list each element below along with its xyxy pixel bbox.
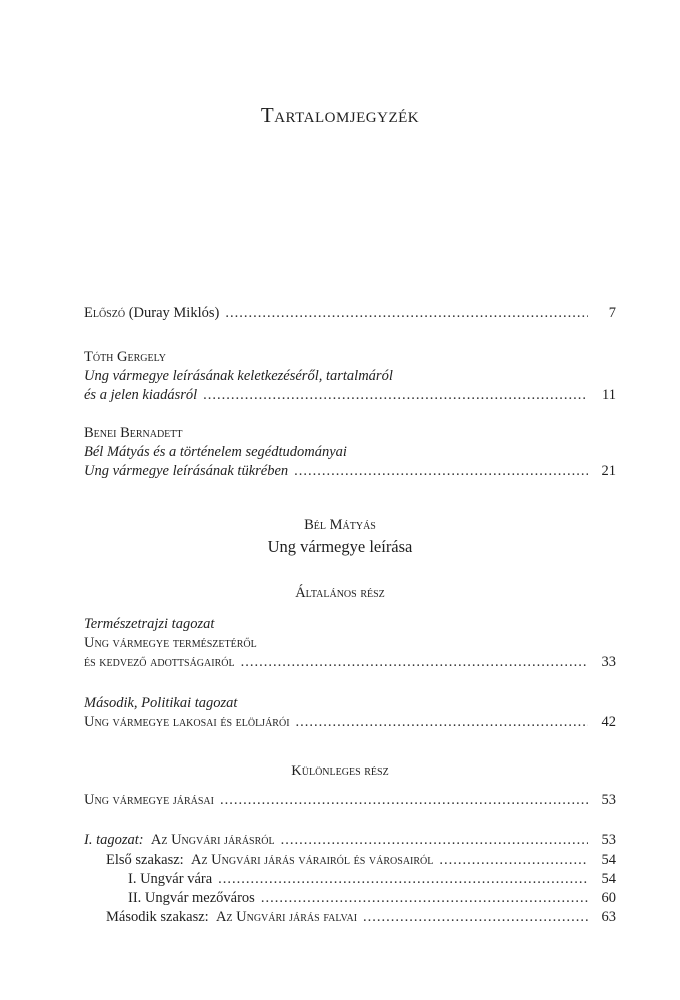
dot-leader bbox=[218, 869, 588, 889]
tagozat1-prefix: I. tagozat: bbox=[84, 832, 144, 848]
toc-entry-jarasai[interactable] bbox=[84, 790, 616, 810]
toc-entry-toth[interactable] bbox=[84, 385, 616, 405]
section-heading-general: Általános rész bbox=[295, 585, 385, 601]
toc-entry-masodik[interactable] bbox=[106, 907, 616, 927]
political-line1: Ung vármegye lakosai és elöljárói bbox=[84, 714, 290, 730]
page-number: 53 bbox=[601, 832, 616, 848]
page-number: 54 bbox=[601, 871, 616, 887]
natural-line2: és kedvező adottságairól bbox=[84, 654, 235, 670]
toth-title-line1: Ung vármegye leírásának keletkezéséről, tartalmáról bbox=[84, 368, 393, 384]
dot-leader bbox=[261, 888, 588, 908]
dot-leader bbox=[439, 850, 588, 870]
eloszo-author: (Duray Miklós) bbox=[125, 305, 220, 321]
page-number: 60 bbox=[601, 890, 616, 906]
toc-entry-political[interactable] bbox=[84, 712, 616, 732]
elso-prefix: Első szakasz: bbox=[106, 852, 184, 868]
page-number: 21 bbox=[601, 463, 616, 479]
benei-title-line1: Bél Mátyás és a történelem segédtudományai bbox=[84, 444, 347, 460]
toc-entry-ungvar-vara[interactable] bbox=[128, 869, 616, 889]
jarasai-label: Ung vármegye járásai bbox=[84, 792, 214, 808]
dot-leader bbox=[203, 385, 588, 405]
benei-title-line2: Ung vármegye leírásának tükrében bbox=[84, 463, 289, 479]
dot-leader bbox=[220, 790, 588, 810]
toc-entry-tagozat1[interactable] bbox=[84, 830, 616, 850]
page-number: 33 bbox=[601, 654, 616, 670]
mezovaros-label: II. Ungvár mezőváros bbox=[128, 890, 255, 906]
toc-entry-elso[interactable] bbox=[106, 850, 616, 870]
dot-leader bbox=[225, 303, 588, 323]
dot-leader bbox=[363, 907, 588, 927]
tagozat1-label: Az Ungvári járásról bbox=[150, 832, 275, 848]
dot-leader bbox=[281, 830, 588, 850]
author-benei: Benei Bernadett bbox=[84, 425, 183, 441]
elso-label: Az Ungvári járás várairól és városairól bbox=[190, 852, 434, 868]
natural-line1: Ung vármegye természetéről bbox=[84, 635, 257, 651]
page-number: 63 bbox=[601, 909, 616, 925]
author-toth: Tóth Gergely bbox=[84, 349, 166, 365]
toth-title-line2: és a jelen kiadásról bbox=[84, 387, 198, 403]
eloszo-label: Előszó bbox=[84, 305, 126, 321]
toc-entry-eloszo[interactable] bbox=[84, 303, 616, 323]
political-section-title: Második, Politikai tagozat bbox=[84, 695, 238, 711]
page-number: 54 bbox=[601, 852, 616, 868]
masodik-label: Az Ungvári járás falvai bbox=[215, 909, 358, 925]
page-number: 7 bbox=[608, 305, 616, 321]
page-number: 53 bbox=[601, 792, 616, 808]
section-heading-special: Különleges rész bbox=[291, 763, 389, 779]
natural-section-title: Természetrajzi tagozat bbox=[84, 616, 215, 632]
dot-leader bbox=[241, 652, 588, 672]
masodik-prefix: Második szakasz: bbox=[106, 909, 209, 925]
work-title: Ung vármegye leírása bbox=[267, 537, 413, 556]
toc-entry-mezovaros[interactable] bbox=[128, 888, 616, 908]
page-number: 42 bbox=[601, 714, 616, 730]
dot-leader bbox=[296, 712, 588, 732]
page-number: 11 bbox=[602, 387, 616, 403]
work-author: Bél Mátyás bbox=[304, 517, 376, 533]
page-title: Tartalomjegyzék bbox=[260, 103, 420, 127]
ungvar-vara-label: I. Ungvár vára bbox=[128, 871, 213, 887]
toc-entry-benei[interactable] bbox=[84, 461, 616, 481]
dot-leader bbox=[294, 461, 588, 481]
toc-entry-natural[interactable] bbox=[84, 652, 616, 672]
